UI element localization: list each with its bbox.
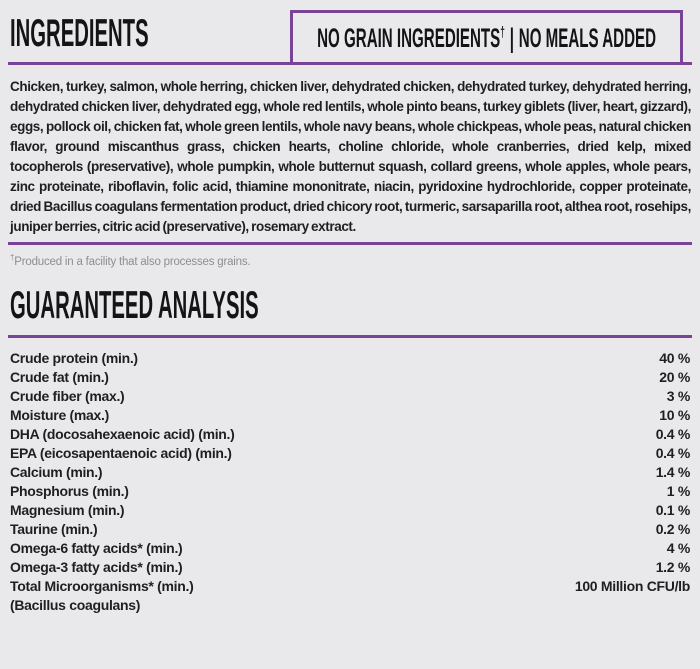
analysis-value: 100 Million CFU/lb <box>574 577 690 594</box>
analysis-label: EPA (eicosapentaenoic acid) (min.) <box>10 444 232 461</box>
analysis-value: 1.4 % <box>655 463 690 480</box>
badge-dagger-mark: † <box>500 25 505 41</box>
footnote-dagger-mark: † <box>10 253 15 262</box>
table-row <box>0 520 700 539</box>
analysis-label: Omega-3 fatty acids* (min.) <box>10 558 183 575</box>
analysis-label: Calcium (min.) <box>10 463 103 480</box>
header-divider-rule <box>8 62 692 65</box>
no-grain-badge <box>290 10 683 65</box>
analysis-label: (Bacillus coagulans) <box>10 596 141 613</box>
analysis-value: 3 % <box>666 387 690 404</box>
analysis-value: 0.4 % <box>655 425 690 442</box>
table-row <box>0 425 700 444</box>
analysis-value: 40 % <box>659 349 690 366</box>
table-row <box>0 368 700 387</box>
badge-separator: | <box>509 23 514 53</box>
table-row <box>0 406 700 425</box>
guaranteed-analysis-header <box>0 283 700 331</box>
ingredients-bottom-rule <box>8 242 692 245</box>
analysis-label: Magnesium (min.) <box>10 501 125 518</box>
analysis-label: Crude fat (min.) <box>10 368 109 385</box>
analysis-value: 0.1 % <box>655 501 690 518</box>
analysis-value: 4 % <box>666 539 690 556</box>
analysis-value: 20 % <box>659 368 690 385</box>
ingredients-title: INGREDIENTS <box>10 12 149 55</box>
table-row <box>0 558 700 577</box>
no-grain-badge-text <box>317 21 656 54</box>
table-row <box>0 596 700 615</box>
table-row <box>0 463 700 482</box>
analysis-value: 0.2 % <box>655 520 690 537</box>
analysis-value: 0.4 % <box>655 444 690 461</box>
ingredients-paragraph: Chicken, turkey, salmon, whole herring, chicken liver, dehydrated chicken, dehydrated turkey, dehydrated herring, dehydrated chicken liver, dehydrated egg, whole red lentils, whole pinto beans, turkey giblets (liver, heart, gizzard), eggs, pollock oil, chicken fat, whole green lentils, whole navy beans, whole chickpeas, whole peas, natural chicken flavor, ground miscanthus grass, chicken hearts, choline chloride, whole cranberries, dried kelp, mixed tocopherols (preservative), whole pumpkin, whole butternut squash, collard greens, whole apples, whole pears, zinc proteinate, riboflavin, folic acid, thiamine mononitrate, niacin, pyridoxine hydrochloride, copper proteinate, dried Bacillus coagulans fermentation product, dried chicory root, turmeric, sarsaparilla root, althea root, rosehips, juniper berries, citric acid (preservative), rosemary extract. <box>10 79 691 234</box>
analysis-value: 10 % <box>659 406 690 423</box>
badge-no-meals-label: NO MEALS ADDED <box>518 23 656 53</box>
footnote-text: Produced in a facility that also processes grains. <box>14 255 251 268</box>
table-row <box>0 387 700 406</box>
table-row <box>0 349 700 368</box>
table-row <box>0 444 700 463</box>
analysis-label: Crude fiber (max.) <box>10 387 125 404</box>
table-row <box>0 482 700 501</box>
guaranteed-analysis-title: GUARANTEED ANALYSIS <box>10 283 259 327</box>
analysis-label: Taurine (min.) <box>10 520 98 537</box>
analysis-value: 1.2 % <box>655 558 690 575</box>
grain-facility-footnote <box>10 251 690 269</box>
analysis-label: Crude protein (min.) <box>10 349 138 366</box>
analysis-label: Total Microorganisms* (min.) <box>10 577 194 594</box>
ingredients-header <box>0 0 700 65</box>
guaranteed-analysis-rule <box>8 335 692 338</box>
analysis-value: 1 % <box>666 482 690 499</box>
analysis-label: Moisture (max.) <box>10 406 109 423</box>
analysis-label: Omega-6 fatty acids* (min.) <box>10 539 183 556</box>
analysis-label: Phosphorus (min.) <box>10 482 129 499</box>
table-row <box>0 539 700 558</box>
table-row <box>0 501 700 520</box>
badge-no-grain-label: NO GRAIN INGREDIENTS <box>317 23 501 53</box>
guaranteed-analysis-table <box>0 349 700 615</box>
analysis-label: DHA (docosahexaenoic acid) (min.) <box>10 425 235 442</box>
table-row <box>0 577 700 596</box>
